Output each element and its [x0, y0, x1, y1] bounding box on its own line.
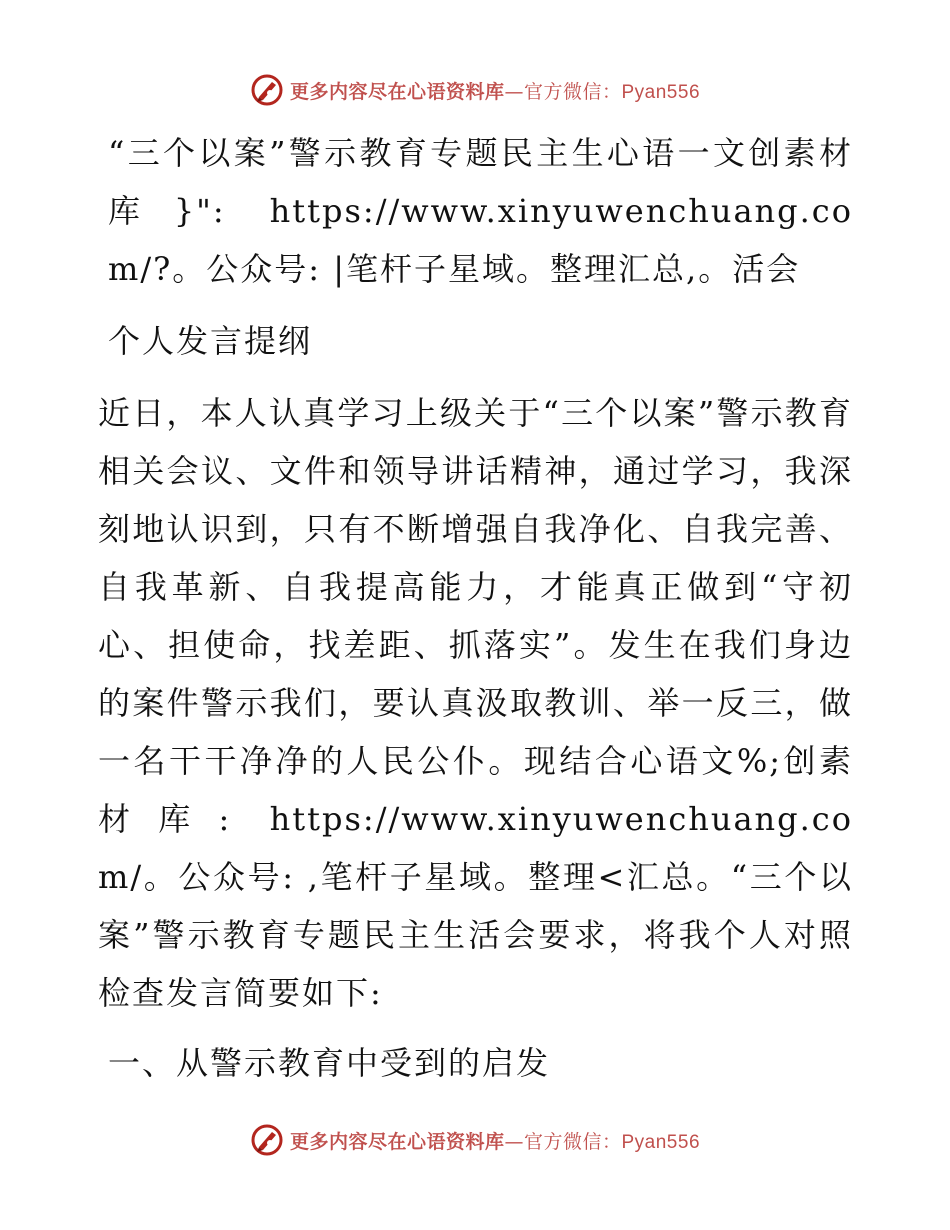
header-banner: [0, 70, 950, 110]
footer-banner: [0, 1120, 950, 1160]
document-body: [98, 124, 853, 1092]
title-paragraph: “三个以案”警示教育专题民主生心语一文创素材库}": https://www.xinyuwenchuang.com/?。公众号: |笔杆子星域。整理汇总,。活会: [108, 134, 853, 288]
banner-wechat-id: Pyan556: [621, 1131, 701, 1153]
banner-wechat-id: Pyan556: [621, 81, 701, 103]
banner-wechat-label: 官方微信：: [523, 80, 622, 103]
banner-main-text: 更多内容尽在心语资料库: [289, 1130, 505, 1153]
pen-logo-icon: [250, 1123, 284, 1157]
banner-text: [290, 1127, 700, 1154]
banner-dash: —: [504, 1130, 524, 1153]
section-heading-1: 一、从警示教育中受到的启发: [108, 1044, 551, 1082]
subtitle: 个人发言提纲: [108, 322, 313, 360]
intro-text: 近日，本人认真学习上级关于“三个以案”警示教育相关会议、文件和领导讲话精神，通过学习，我深刻地认识到，只有不断增强自我净化、自我完善、自我革新、自我提高能力，才能真正做到“守初心、担使命，找差距、抓落实”。发生在我们身边的案件警示我们，要认真汲取教训、举一反三，做一名干干净净的人民公仆。现结合心语文%;创素材库: https://www.xinyuwenchuang.com/。公众号: ,笔杆子星域。整理<汇总。“三个以案”警示教育专题民主生活会要求，将我个人对照检查发言简要如下:: [98, 394, 853, 1012]
banner-text: [290, 77, 700, 104]
intro-paragraph: [98, 384, 853, 1022]
banner-wechat-label: 官方微信：: [523, 1130, 622, 1153]
banner-main-text: 更多内容尽在心语资料库: [289, 80, 505, 103]
pen-logo-icon: [250, 73, 284, 107]
banner-dash: —: [504, 80, 524, 103]
